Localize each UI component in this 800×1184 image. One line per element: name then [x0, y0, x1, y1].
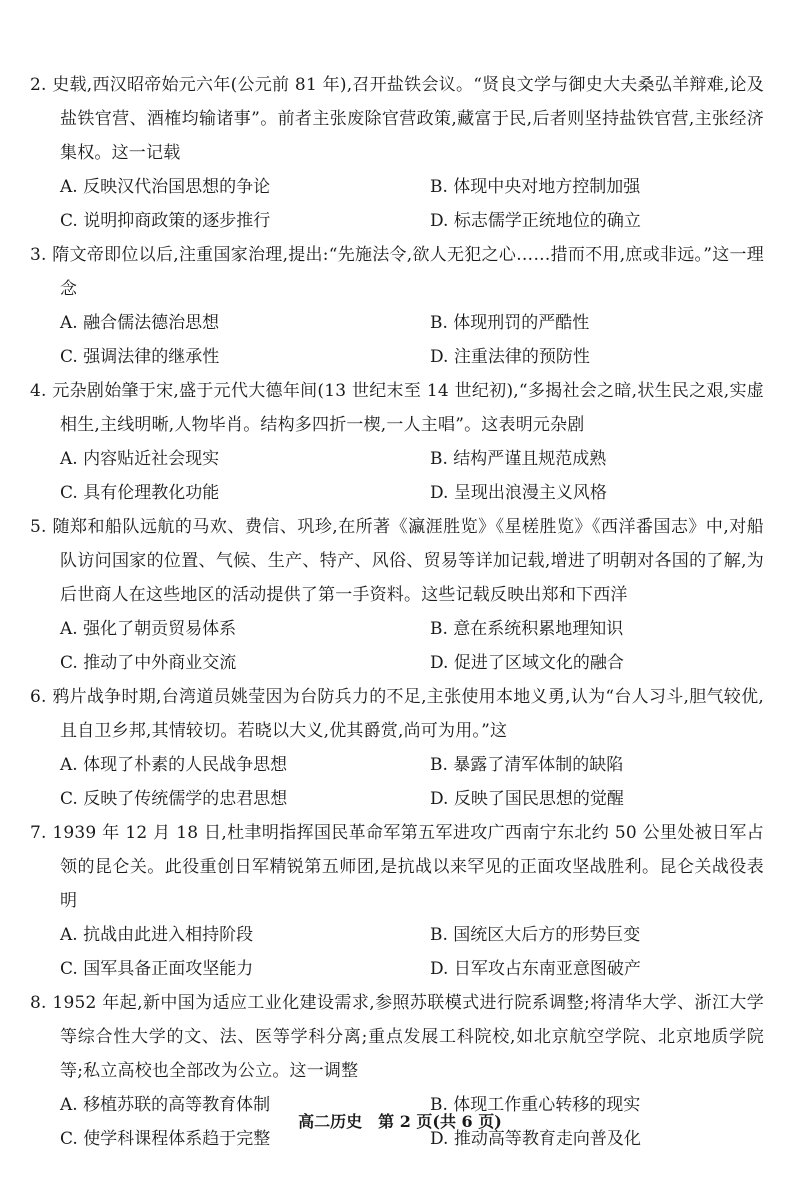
question-block — [30, 374, 764, 510]
answer-option: B. 体现刑罚的严酷性 — [430, 313, 590, 333]
answer-option: D. 注重法律的预防性 — [430, 347, 590, 367]
answer-options — [30, 918, 764, 986]
answer-option: A. 移植苏联的高等教育体制 — [60, 1095, 271, 1115]
question-stem: 4. 元杂剧始肇于宋,盛于元代大德年间(13 世纪末至 14 世纪初),“多揭社会之暗,状生民之艰,实虚相生,主线明晰,人物毕肖。结构多四折一楔,一人主唱”。这表明元杂剧 — [30, 381, 764, 435]
answer-option: D. 日军攻占东南亚意图破产 — [430, 959, 641, 979]
answer-option: D. 促进了区域文化的融合 — [430, 653, 624, 673]
answer-option: C. 反映了传统儒学的忠君思想 — [60, 789, 288, 809]
answer-option: B. 结构严谨且规范成熟 — [430, 449, 607, 469]
answer-option: D. 呈现出浪漫主义风格 — [430, 483, 607, 503]
answer-option: C. 说明抑商政策的逐步推行 — [60, 211, 271, 231]
answer-option: B. 体现中央对地方控制加强 — [430, 177, 641, 197]
answer-option: D. 推动高等教育走向普及化 — [430, 1129, 641, 1149]
answer-option: D. 反映了国民思想的觉醒 — [430, 789, 624, 809]
answer-option: B. 体现工作重心转移的现实 — [430, 1095, 641, 1115]
answer-options — [30, 612, 764, 680]
question-block — [30, 680, 764, 816]
answer-options — [30, 306, 764, 374]
answer-options — [30, 170, 764, 238]
question-block — [30, 68, 764, 238]
answer-options — [30, 442, 764, 510]
answer-option: C. 使学科课程体系趋于完整 — [60, 1129, 271, 1149]
question-block — [30, 238, 764, 374]
answer-options — [30, 748, 764, 816]
answer-option: D. 标志儒学正统地位的确立 — [430, 211, 641, 231]
answer-option: A. 反映汉代治国思想的争论 — [60, 177, 271, 197]
answer-option: B. 暴露了清军体制的缺陷 — [430, 755, 624, 775]
question-stem: 8. 1952 年起,新中国为适应工业化建设需求,参照苏联模式进行院系调整;将清华大学、浙江大学等综合性大学的文、法、医等学科分离;重点发展工科院校,如北京航空学院、北京地质学院等;私立高校也全部改为公立。这一调整 — [30, 993, 764, 1081]
answer-option: A. 融合儒法德治思想 — [60, 313, 220, 333]
question-stem: 3. 隋文帝即位以后,注重国家治理,提出:“先施法令,欲人无犯之心……措而不用,庶或非远。”这一理念 — [30, 245, 764, 299]
question-list — [30, 68, 764, 1156]
page-footer: 高二历史 第 2 页(共 6 页) — [298, 1112, 502, 1131]
question-stem: 5. 随郑和船队远航的马欢、费信、巩珍,在所著《瀛涯胜览》《星槎胜览》《西洋番国志》中,对船队访问国家的位置、气候、生产、特产、风俗、贸易等详加记载,增进了明朝对各国的了解,为后世商人在这些地区的活动提供了第一手资料。这些记载反映出郑和下西洋 — [30, 517, 764, 605]
question-stem: 6. 鸦片战争时期,台湾道员姚莹因为台防兵力的不足,主张使用本地义勇,认为“台人习斗,胆气较优,且自卫乡邦,其情较切。若晓以大义,优其爵赏,尚可为用。”这 — [30, 687, 764, 741]
answer-option: C. 国军具备正面攻坚能力 — [60, 959, 254, 979]
question-stem: 7. 1939 年 12 月 18 日,杜聿明指挥国民革命军第五军进攻广西南宁东北约 50 公里处被日军占领的昆仑关。此役重创日军精锐第五师团,是抗战以来罕见的正面攻坚战胜利。昆仑关战役表明 — [30, 823, 764, 911]
answer-option: A. 抗战由此进入相持阶段 — [60, 925, 254, 945]
answer-option: A. 强化了朝贡贸易体系 — [60, 619, 237, 639]
question-stem: 2. 史载,西汉昭帝始元六年(公元前 81 年),召开盐铁会议。“贤良文学与御史大夫桑弘羊辩难,论及盐铁官营、酒榷均输诸事”。前者主张废除官营政策,藏富于民,后者则坚持盐铁官营,主张经济集权。这一记载 — [30, 75, 764, 163]
answer-option: B. 国统区大后方的形势巨变 — [430, 925, 641, 945]
answer-option: C. 推动了中外商业交流 — [60, 653, 237, 673]
answer-option: C. 强调法律的继承性 — [60, 347, 220, 367]
question-block — [30, 816, 764, 986]
answer-option: B. 意在系统积累地理知识 — [430, 619, 624, 639]
answer-option: A. 内容贴近社会现实 — [60, 449, 220, 469]
answer-option: C. 具有伦理教化功能 — [60, 483, 220, 503]
question-block — [30, 510, 764, 680]
answer-option: A. 体现了朴素的人民战争思想 — [60, 755, 288, 775]
